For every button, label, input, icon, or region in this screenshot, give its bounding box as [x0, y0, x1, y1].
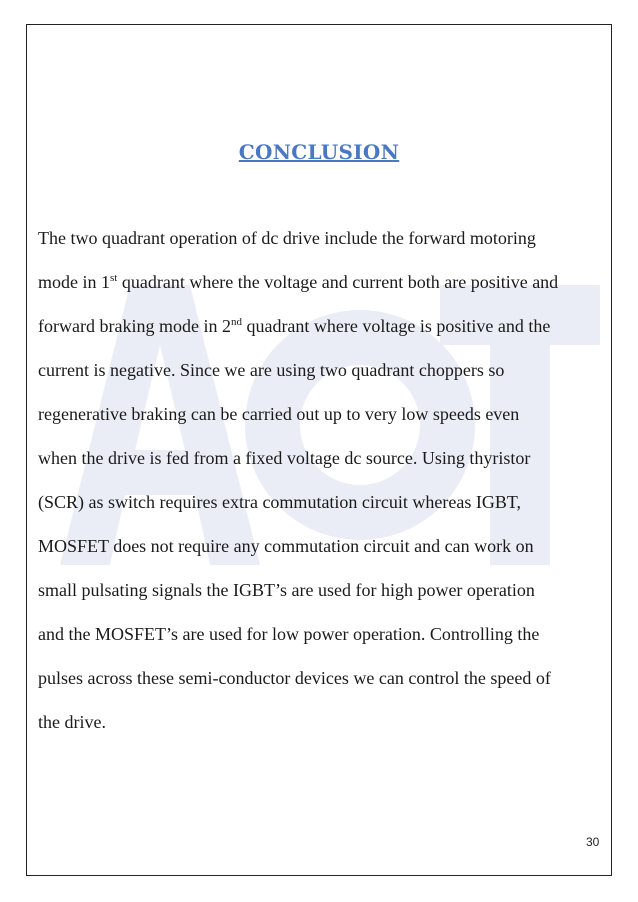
paragraph-line: small pulsating signals the IGBT’s are used for high power operation	[38, 580, 535, 600]
paragraph-line: forward braking mode in 2nd quadrant where voltage is positive and the	[38, 316, 551, 336]
paragraph-line: and the MOSFET’s are used for low power operation. Controlling the	[38, 624, 540, 644]
page-title: CONCLUSION	[238, 140, 400, 164]
paragraph-line: current is negative. Since we are using two quadrant choppers so	[38, 360, 505, 380]
paragraph-line: pulses across these semi-conductor devices we can control the speed of	[38, 668, 551, 688]
paragraph-line: (SCR) as switch requires extra commutation circuit whereas IGBT,	[38, 492, 522, 512]
paragraph-line: The two quadrant operation of dc drive include the forward motoring	[38, 228, 536, 248]
paragraph-line: mode in 1st quadrant where the voltage and current both are positive and	[38, 272, 559, 292]
paragraph-line: the drive.	[38, 712, 106, 732]
paragraph-line: MOSFET does not require any commutation circuit and can work on	[38, 536, 534, 556]
page-number: 30	[586, 835, 600, 849]
paragraph-line: regenerative braking can be carried out up to very low speeds even	[38, 404, 520, 424]
paragraph-line: when the drive is fed from a fixed voltage dc source. Using thyristor	[38, 448, 531, 468]
